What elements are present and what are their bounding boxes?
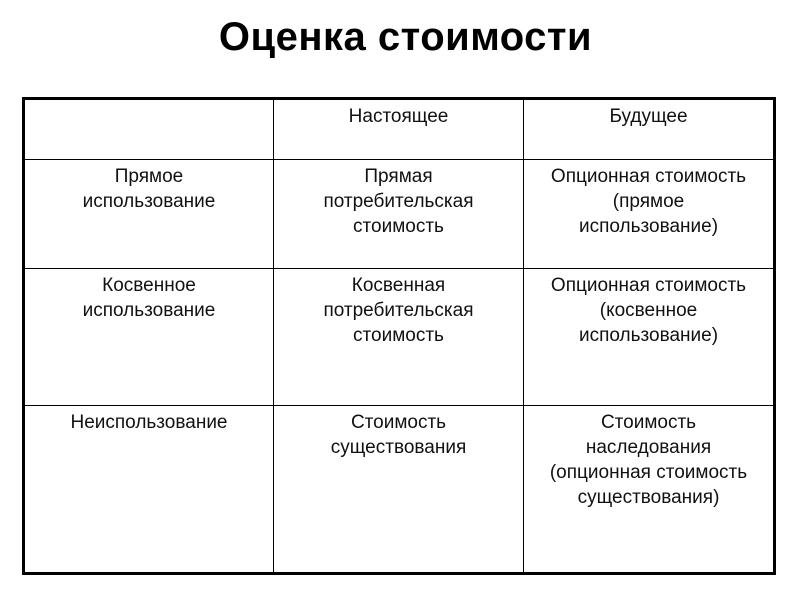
cell-text: использование) [578,325,719,346]
cell-text: Прямое [114,166,184,187]
header-future: Будущее [524,99,775,160]
cell-text: Прямая [364,166,433,187]
cell-text: (косвенное [599,300,698,321]
cell-indirect-use-future [524,269,775,406]
row-label-direct-use [24,160,274,269]
table-header-row [24,99,775,160]
table-row [24,160,775,269]
cell-text: Стоимость [600,412,697,433]
cell-text: существования [330,437,467,458]
cell-direct-use-present [274,160,524,269]
cell-text: Стоимость [350,412,447,433]
cell-text: Опционная стоимость [550,166,747,187]
cell-text: использование) [578,216,719,237]
cell-text: существования) [577,487,720,508]
cell-non-use-future [524,406,775,574]
cell-text: Неиспользование [70,412,228,433]
cell-direct-use-future [524,160,775,269]
valuation-table [22,97,776,575]
cell-text: использование [82,191,216,212]
cell-indirect-use-present [274,269,524,406]
cell-text: (опционная стоимость [549,462,748,483]
cell-text: Опционная стоимость [550,275,747,296]
page-title: Оценка стоимости [218,15,593,59]
cell-text: (прямое [612,191,685,212]
cell-text: использование [82,300,216,321]
cell-text: потребительская [323,300,474,321]
cell-text: наследования [585,437,712,458]
cell-text: Косвенное [102,275,196,296]
cell-text: Косвенная [351,275,446,296]
table-row [24,269,775,406]
table-row [24,406,775,574]
cell-text: стоимость [353,216,444,237]
row-label-non-use [24,406,274,574]
cell-text: стоимость [353,325,444,346]
header-present: Настоящее [274,99,524,160]
header-corner-cell [24,99,274,160]
cell-non-use-present [274,406,524,574]
row-label-indirect-use [24,269,274,406]
cell-text: потребительская [323,191,474,212]
